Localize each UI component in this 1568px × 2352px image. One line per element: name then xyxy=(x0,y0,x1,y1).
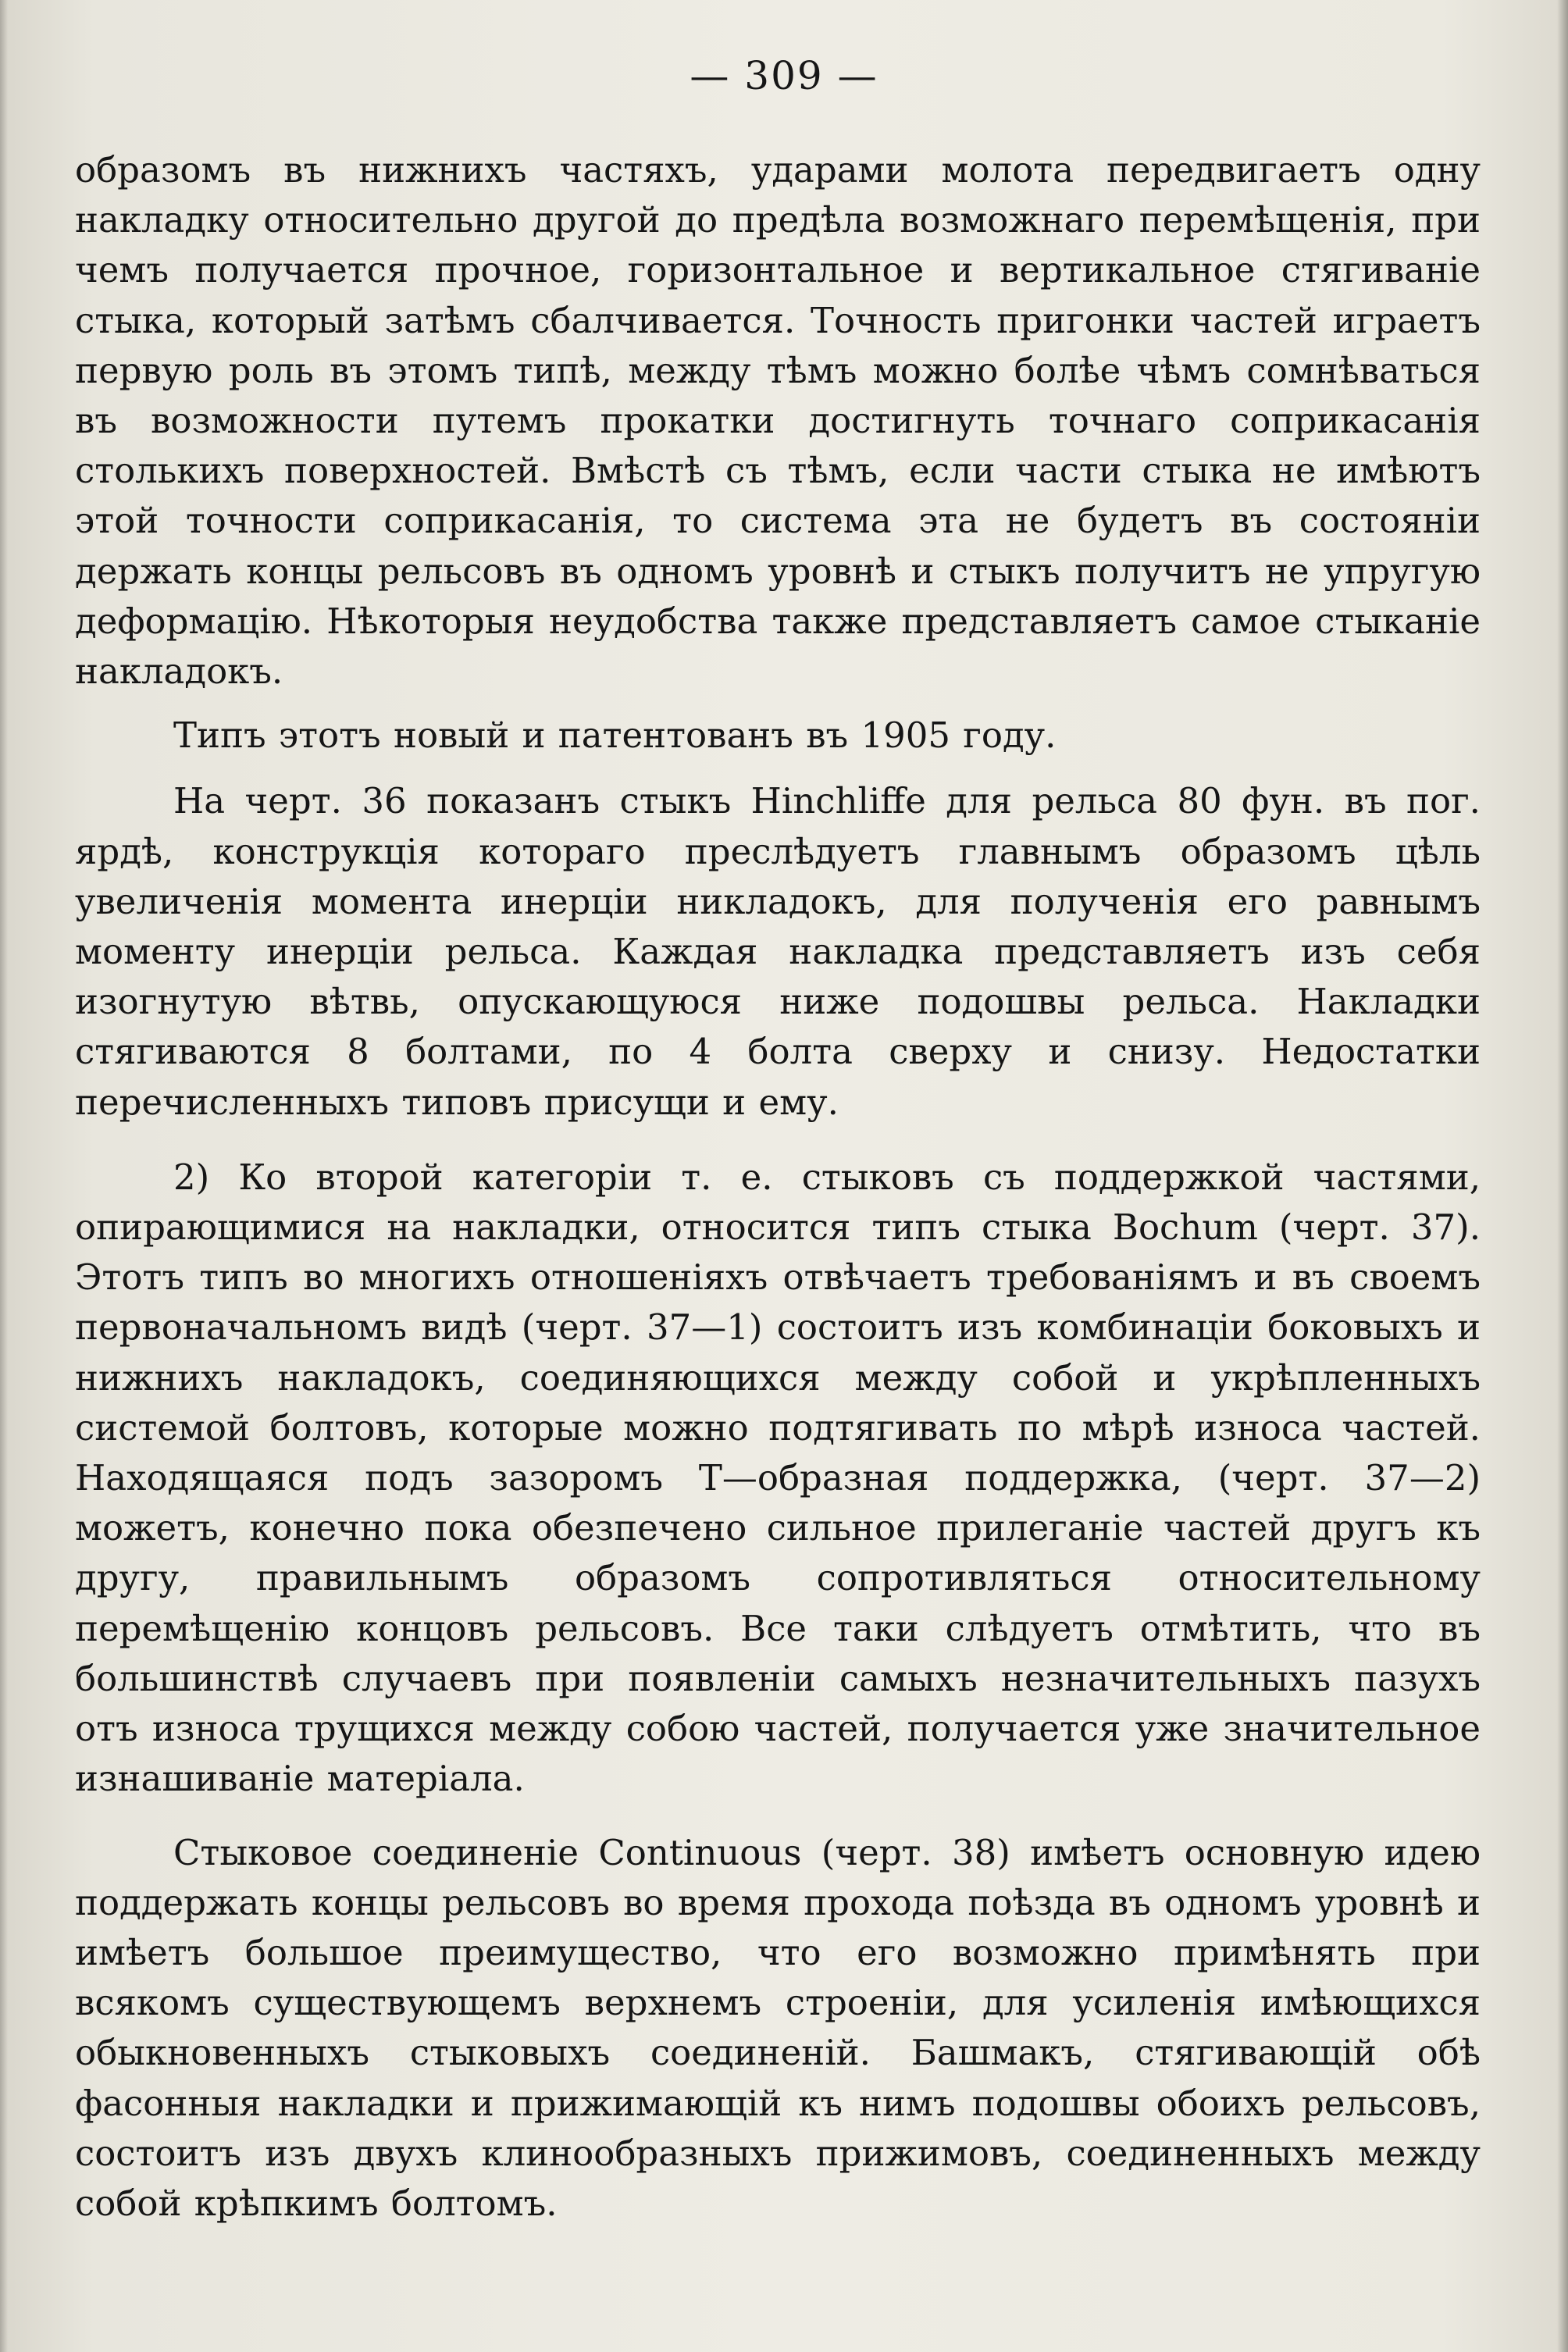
paragraph-3: На черт. 36 показанъ стыкъ Hinchliffe для рельса 80 фун. въ пог. ярдѣ, конструкція котораго преслѣдуетъ главнымъ образомъ цѣль увеличенія момента инерціи никладокъ, для полученія его равнымъ моменту инерціи рельса. Каждая накладка представляетъ изъ себя изогнутую вѣтвь, опускающуюся ниже подошвы рельса. Накладки стягиваются 8 болтами, по 4 болта сверху и снизу. Недостатки перечисленныхъ типовъ присущи и ему. xyxy=(75,780,1481,1123)
paragraph-5: Стыковое соединеніе Continuous (черт. 38) имѣетъ основную идею поддержать концы рельсовъ во время прохода поѣзда въ одномъ уровнѣ и имѣетъ большое преимущество, что его возможно примѣнять при всякомъ существующемъ верхнемъ строеніи, для усиленія имѣющихся обыкновенныхъ стыковыхъ соединеній. Башмакъ, стягивающій обѣ фасонныя накладки и прижимающій къ нимъ подошвы обоихъ рельсовъ, состоитъ изъ двухъ клинообразныхъ прижимовъ, соединенныхъ между собой крѣпкимъ болтомъ. xyxy=(75,1831,1481,2224)
page-edge-shadow-left xyxy=(0,0,8,2352)
page-body xyxy=(75,145,1481,2229)
page-edge-shadow-right xyxy=(1557,0,1568,2352)
paragraph-2: Типъ этотъ новый и патентованъ въ 1905 году. xyxy=(173,715,1057,757)
page-number: — 309 — xyxy=(690,53,878,98)
paragraph-4: 2) Ко второй категоріи т. е. стыковъ съ поддержкой частями, опирающимися на накладки, относится типъ стыка Bochum (черт. 37). Этотъ типъ во многихъ отношеніяхъ отвѣчаетъ требованіямъ и въ своемъ первоначальномъ видѣ (черт. 37—1) состоитъ изъ комбинаціи боковыхъ и нижнихъ накладокъ, соединяющихся между собой и укрѣпленныхъ системой болтовъ, которые можно подтягивать по мѣрѣ износа частей. Находящаяся подъ зазоромъ Т—образная поддержка, (черт. 37—2) можетъ, конечно пока обезпечено сильное прилеганіе частей другъ къ другу, правильнымъ образомъ сопротивляться относительному перемѣщенію концовъ рельсовъ. Все таки слѣдуетъ отмѣтить, что въ большинствѣ случаевъ при появленіи самыхъ незначительныхъ пазухъ отъ износа трущихся между собою частей, получается уже значительное изнашиваніе матеріала. xyxy=(75,1156,1481,1800)
paragraph-1: образомъ въ нижнихъ частяхъ, ударами молота передвигаетъ одну накладку относительно другой до предѣла возможнаго перемѣщенія, при чемъ получается прочное, горизонтальное и вертикальное стягиваніе стыка, который затѣмъ сбалчивается. Точность пригонки частей играетъ первую роль въ этомъ типѣ, между тѣмъ можно болѣе чѣмъ сомнѣваться въ возможности путемъ прокатки достигнуть точнаго соприкасанія столькихъ поверхностей. Вмѣстѣ съ тѣмъ, если части стыка не имѣютъ этой точности соприкасанія, то система эта не будетъ въ состояніи держать концы рельсовъ въ одномъ уровнѣ и стыкъ получитъ не упругую деформацію. Нѣкоторыя неудобства также представляетъ самое стыканіе накладокъ. xyxy=(75,149,1481,693)
